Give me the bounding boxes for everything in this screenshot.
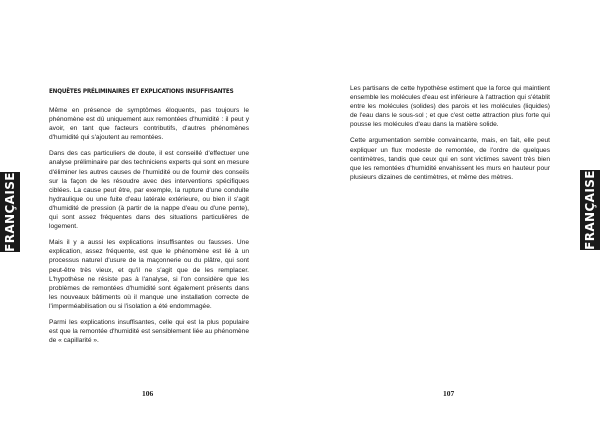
paragraph: Dans des cas particuliers de doute, il est conseillé d'effectuer une analyse préliminaire par des techniciens experts qui sont en mesure d'éliminer les autres causes de l'humidité ou de fournir des conseils sur la façon de les résoudre avec des interventions spécifiques ciblées. La cause peut être, par exemple, la rupture d'une conduite hydraulique ou une fuite d'eau latérale extérieure, ou bien il s'agit d'humidité de pression (à partir de la nappe d'eau ou d'une pente), qui sont assez fréquentes dans des situations particulières de logement. xyxy=(49,150,249,231)
section-heading: ENQUÊTES PRÉLIMINAIRES ET EXPLICATIONS INSUFFISANTES xyxy=(49,88,234,95)
language-tab xyxy=(0,172,20,252)
language-tab xyxy=(580,170,600,250)
left-text-column xyxy=(49,88,249,352)
page-number: 107 xyxy=(443,389,455,398)
right-page xyxy=(300,0,600,436)
page-number: 106 xyxy=(142,389,154,398)
right-text-column xyxy=(350,84,550,189)
paragraph: Cette argumentation semble convaincante, mais, en fait, elle peut expliquer un flux modeste de remontée, de l'ordre de quelques centimètres, tandis que ceux qui en sont victimes savent très bien que les remontées d'humidité envahissent les murs en hauteur pour plusieurs dizaines de centimètres, et même des mètres. xyxy=(350,137,550,181)
language-tab-label: FRANÇAISE xyxy=(3,172,17,252)
paragraph: Même en présence de symptômes éloquents, pas toujours le phénomène est dû uniquement aux remontées d'humidité : il peut y avoir, en tant que facteurs contributifs, d'autres phénomènes d'humidité qui s'ajoutent au remontées. xyxy=(49,107,249,142)
paragraph: Les partisans de cette hypothèse estiment que la force qui maintient ensemble les molécules d'eau est inférieure à l'attraction qui s'établit entre les molécules (solides) des parois et les molécules (liquides) de l'eau dans le sous-sol ; et que c'est cette attraction plus forte qui pousse les molécules d'eau dans la matière solide. xyxy=(350,85,550,129)
paragraph: Mais il y a aussi les explications insuffisantes ou fausses. Une explication, assez fréquente, est que le phénomène est lié à un processus naturel d'usure de la maçonnerie ou du plâtre, qui sont peut-être très vieux, et qu'il ne s'agit que de les remplacer. L'hypothèse ne résiste pas à l'analyse, si l'on considère que les problèmes de remontées d'humidité sont également présents dans les nouveaux bâtiments où il manque une installation correcte de l'imperméabilisation ou si l'isolation a été endommagée. xyxy=(49,239,249,310)
paragraph: Parmi les explications insuffisantes, celle qui est la plus populaire est que la remontée d'humidité est sensiblement liée au phénomène de « capillarité ». xyxy=(49,318,249,345)
language-tab-label: FRANÇAISE xyxy=(583,170,597,250)
